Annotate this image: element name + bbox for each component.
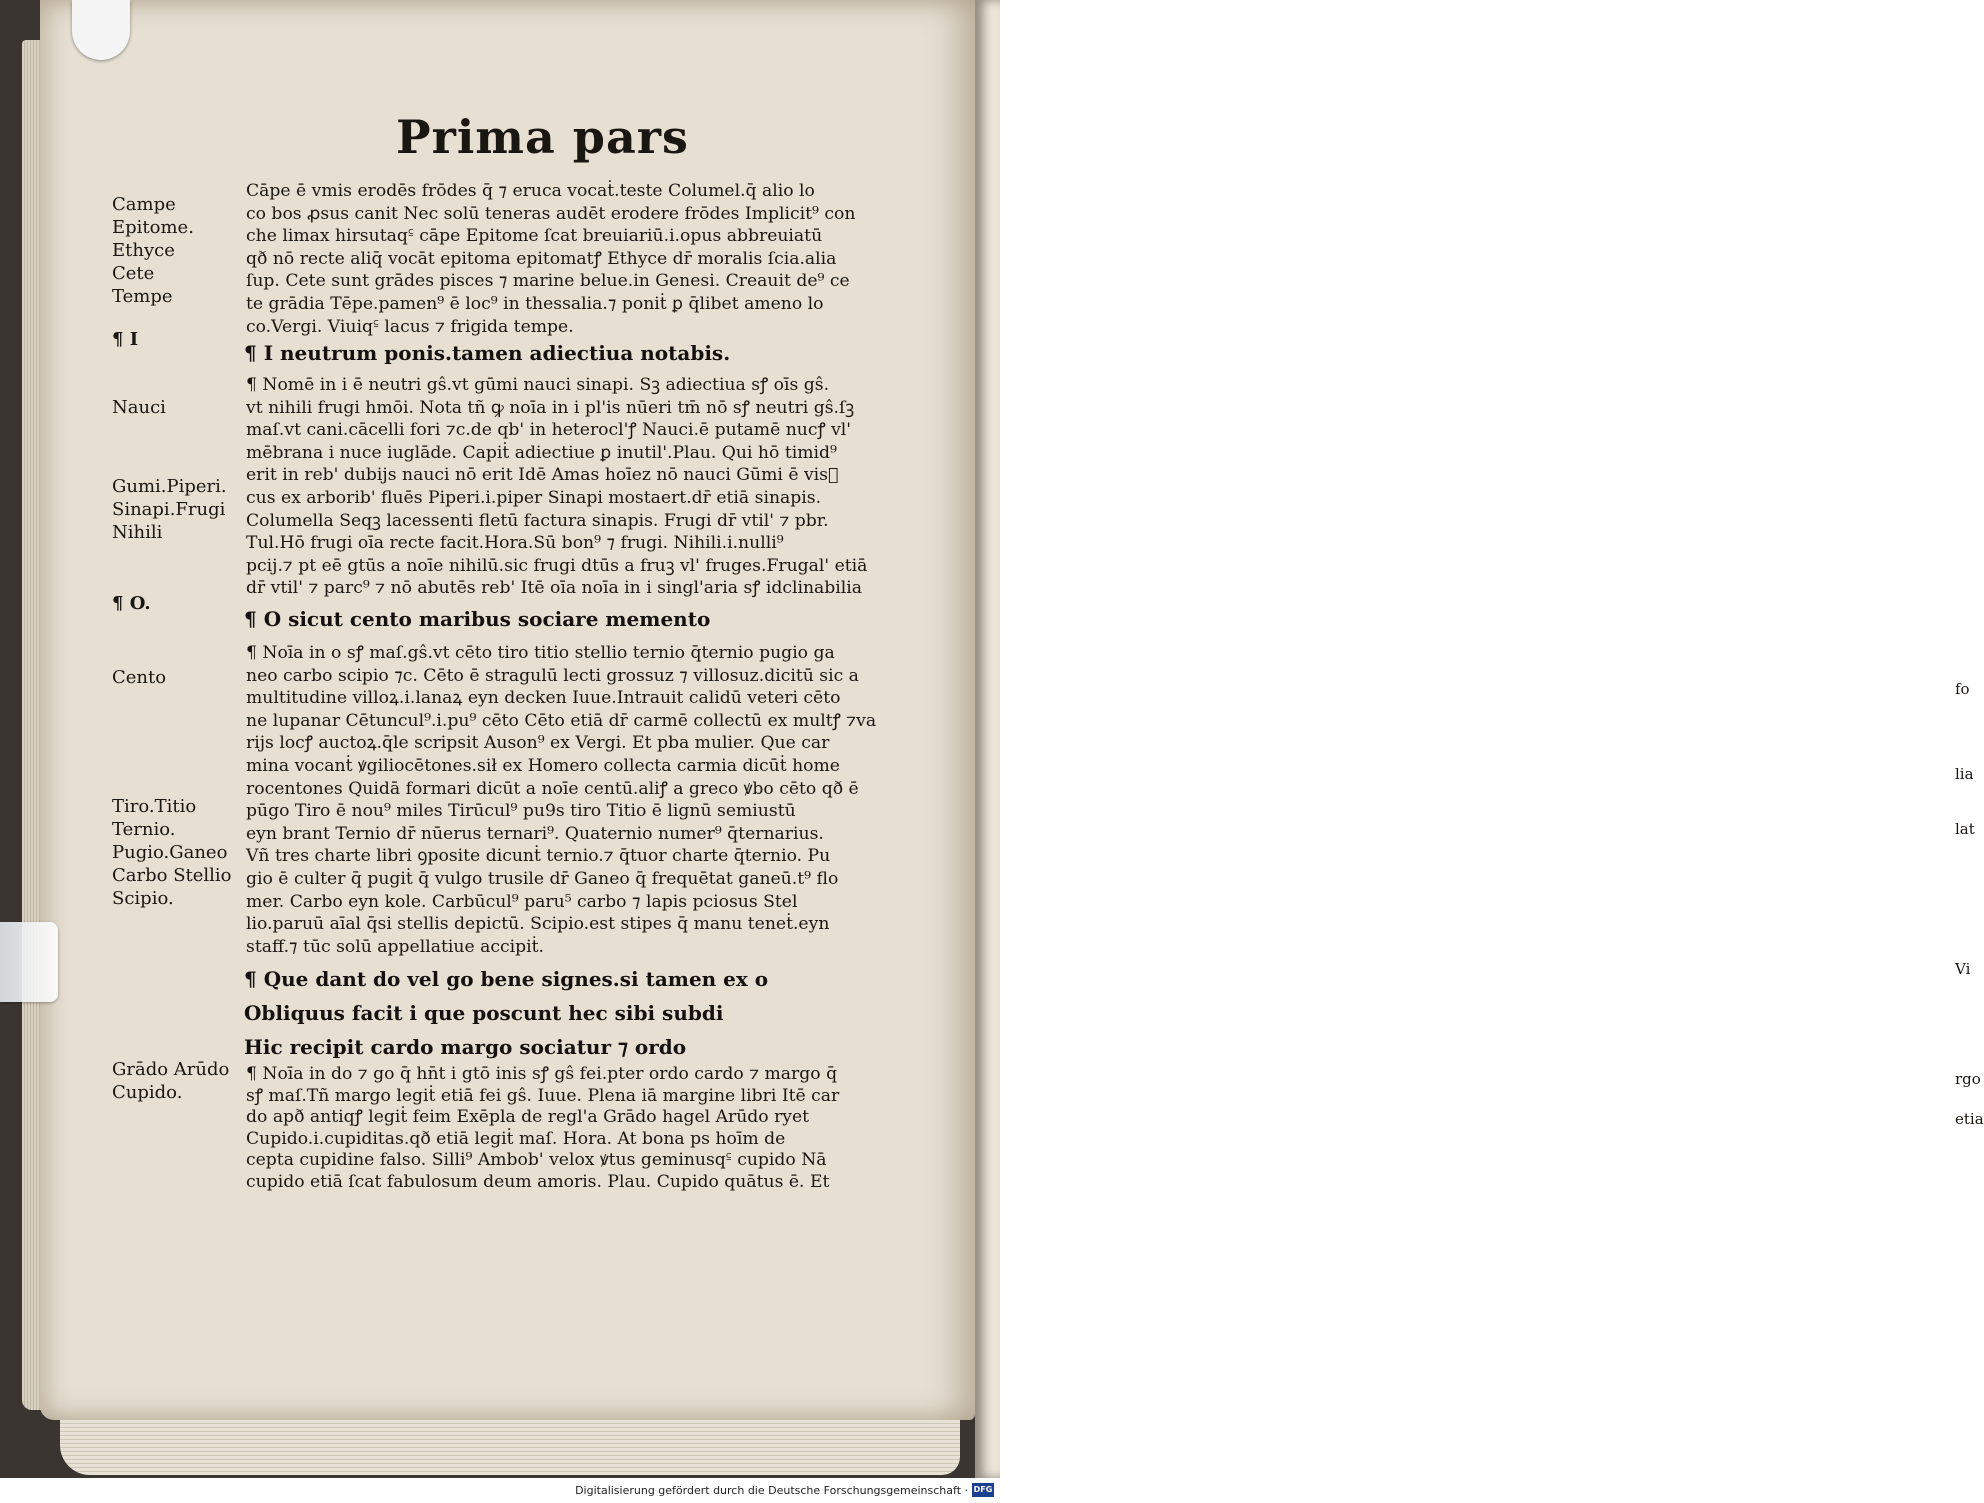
text-line: eyn brant Ternio dr̄ nūerus ternari⁹. Quaternio numer⁹ q̄ternarius. [246, 823, 824, 844]
side-label: Epitome. [112, 217, 194, 238]
text-line: ne lupanar Cētuncul⁹.i.pu⁹ cēto Cēto etiā dr̄ carmē collectū ex multꝭ ⁊va [246, 710, 877, 731]
text-line: erit in reb' dubijs nauci nō erit Idē Amas hoīez nō nauci Gūmi ē visᷦ [246, 465, 839, 486]
text-line: staff.⁊ tūc solū appellatiue accipiṫ. [246, 936, 544, 957]
side-label: Scipio. [112, 888, 174, 909]
text-block-2 [246, 374, 867, 600]
side-label-nauci: Nauci [112, 397, 166, 418]
facing-page-fragment: fo [1955, 680, 1970, 698]
page-heading: Prima pars [396, 110, 689, 164]
text-line: Cupido.i.cupiditas.qð etiā legiṫ maſ. Hora. At bona ps hoīm de [246, 1128, 786, 1149]
side-label: Sinapi.Frugi [112, 499, 226, 520]
verse-2: ¶ O sicut cento maribus sociare memento [244, 607, 711, 631]
page-clip-top [72, 0, 130, 60]
footer-credit: Digitalisierung gefördert durch die Deutsche Forschungsgemeinschaft · [575, 1484, 968, 1497]
page-clip-left [0, 922, 58, 1002]
text-line: Tul.Hō frugi oīa recte facit.Hora.Sū bon⁹ ⁊ frugi. Nihili.i.nulli⁹ [246, 533, 784, 554]
side-label-section-i: ¶ I [112, 329, 139, 350]
text-line: cepta cupidine falso. Silli⁹ Ambob' velox ꝟtus geminusq꜃ cupido Nā [246, 1150, 827, 1171]
text-line: lio.paruū aīal q̄si stellis depictū. Scipio.est stipes q̄ manu teneṫ.eyn [246, 914, 830, 935]
text-line: Vñ tres charte libri ꝯposite dicunṫ ternio.⁊ q̄tuor charte q̄ternio. Pu [246, 846, 831, 867]
verse-line: Obliquus facit i que poscunt hec sibi subdi [244, 1001, 724, 1025]
side-label-cento: Cento [112, 667, 167, 688]
side-label: Gumi.Piperi. [112, 476, 227, 497]
facing-page-fragment: etia [1955, 1110, 1984, 1128]
dfg-logo: DFG [972, 1483, 994, 1497]
facing-page-fragment: lia [1955, 765, 1974, 783]
text-line: gio ē culter q̄ pugiṫ q̄ vulgo trusile dr̄ Ganeo q̄ frequētat ganeū.t⁹ flo [246, 868, 839, 889]
text-line: Cāpe ē vmis erodēs frōdes q̄ ⁊ eruca vocaṫ.teste Columel.q̄ alio lo [246, 181, 815, 201]
side-label: Cete [112, 263, 155, 284]
text-line: ¶ Noīa in o sꝭ maſ.gŝ.vt cēto tiro titio stellio ternio q̄ternio pugio ga [246, 643, 835, 663]
facing-page-edge [975, 0, 1984, 1478]
facing-page-fragment: rgo [1955, 1070, 1981, 1088]
text-line: rocentones Quidā formari dicūt a noīe centū.aliꝭ a greco ꝟbo cēto qð ē [246, 778, 859, 799]
text-line: multitudine villoꝝ.i.lanaꝝ eyn decken Iuue.Intrauit calidū veteri cēto [246, 688, 841, 709]
text-line: do apð antiqꝭ legiṫ feim Exēpla de regl'a Grādo hagel Arūdo ryet [246, 1107, 810, 1128]
side-labels-group4 [112, 1060, 229, 1106]
text-line: cupido etiā ſcat fabulosum deum amoris. Plau. Cupido quātus ē. Et [246, 1171, 830, 1192]
text-line: che limax hirsutaq꜃ cāpe Epitome ſcat breuiariū.i.opus abbreuiatū [246, 226, 823, 247]
text-line: maſ.vt cani.cācelli fori ⁊c.de qb' in heterocl'ꝭ Nauci.ē putamē nucꝭ vl' [246, 420, 852, 441]
text-line: ¶ Nomē in i ē neutri gŝ.vt gūmi nauci sinapi. Sꝫ adiectiua sꝭ oīs gŝ. [246, 375, 830, 395]
side-label: Campe [112, 194, 176, 215]
text-block-4 [246, 1064, 839, 1194]
text-line: rijs locꝭ auctoꝝ.q̄le scripsit Auson⁹ ex Vergi. Et pba mulier. Que car [246, 733, 830, 754]
text-line: dr̄ vtil' ⁊ parc⁹ ⁊ nō abutēs reb' Itē oīa noīa in i singl'aria sꝭ idclinabilia [246, 578, 863, 599]
text-line: pcij.⁊ pt eē gtūs a noīe nihilū.sic frugi dtūs a fruꝫ vl' fruges.Frugal' etiā [246, 555, 868, 576]
side-label: Tiro.Titio [112, 796, 197, 817]
text-line: mēbrana i nuce iuglāde. Capiṫ adiectiue ꝑ inutil'.Plau. Qui hō timid⁹ [246, 442, 837, 463]
verse-line: Hic recipit cardo margo sociatur ⁊ ordo [244, 1035, 687, 1059]
facing-page-fragment: lat [1955, 820, 1975, 838]
verse-3 [244, 964, 768, 1066]
text-line: mer. Carbo eyn kole. Carbūcul⁹ paru⁵ carbo ⁊ lapis pciosus Stel [246, 891, 798, 912]
text-line: qð nō recte aliq̄ vocāt epitoma epitomatꝭ Ethyce dr̄ moralis ſcia.alia [246, 248, 837, 269]
side-labels-group3 [112, 796, 232, 911]
verse-line: ¶ Que dant do vel go bene signes.si tamen ex o [244, 967, 769, 991]
side-label-section-o: ¶ O. [112, 593, 151, 614]
text-line: sꝭ maſ.Tñ margo legiṫ etiā fei gŝ. Iuue. Plena iā margine libri Itē car [246, 1085, 840, 1106]
side-label: Tempe [112, 286, 173, 307]
text-line: co.Vergi. Viuiq꜃ lacus ⁊ frigida tempe. [246, 316, 574, 337]
text-line: mina vocanṫ ꝟgiliocētones.sił ex Homero collecta carmia dicūṫ home [246, 755, 840, 776]
side-label: Ternio. [112, 819, 176, 840]
text-block-3 [246, 642, 876, 958]
side-label: Pugio.Ganeo [112, 842, 228, 863]
side-label: Nihili [112, 522, 163, 543]
text-block-1 [246, 180, 855, 338]
side-labels-group1 [112, 194, 194, 309]
text-line: pūgo Tiro ē nou⁹ miles Tirūcul⁹ pu9s tiro Titio ē lignū semiustū [246, 801, 796, 822]
verse-1: ¶ I neutrum ponis.tamen adiectiua notabis. [244, 341, 731, 365]
text-line: co bos ꝓsus canit Nec solū teneras audēt erodere frōdes Implicit⁹ con [246, 203, 856, 224]
side-labels-group2 [112, 476, 227, 545]
side-label: Cupido. [112, 1082, 183, 1103]
side-label: Carbo Stellio [112, 865, 232, 886]
text-line: neo carbo scipio ⁊c. Cēto ē stragulū lecti grossuz ⁊ villosuz.dicitū sic a [246, 665, 859, 686]
text-line: cus ex arborib' fluēs Piperi.i.piper Sinapi mostaert.dr̄ etiā sinapis. [246, 487, 822, 508]
text-line: te grādia Tēpe.pamen⁹ ē loc⁹ in thessalia.⁊ poniṫ ꝑ q̄libet ameno lo [246, 293, 824, 314]
text-line: ſup. Cete sunt grādes pisces ⁊ marine belue.in Genesi. Creauit de⁹ ce [246, 271, 850, 292]
side-label: Grādo Arūdo [112, 1059, 230, 1080]
text-line: vt nihili frugi hmōi. Nota tñ ꝙ noīa in i pl'is nūeri tm̄ nō sꝭ neutri gŝ.ſꝫ [246, 397, 855, 418]
text-line: Columella Seqꝫ lacessenti fletū factura sinapis. Frugi dr̄ vtil' ⁊ pbr. [246, 510, 829, 531]
side-label: Ethyce [112, 240, 175, 261]
text-line: ¶ Noīa in do ⁊ go q̄ hn̄t i gtō inis sꝭ gŝ fei.pter ordo cardo ⁊ margo q̄ [246, 1064, 838, 1084]
facing-page-fragment: Vi [1955, 960, 1971, 978]
